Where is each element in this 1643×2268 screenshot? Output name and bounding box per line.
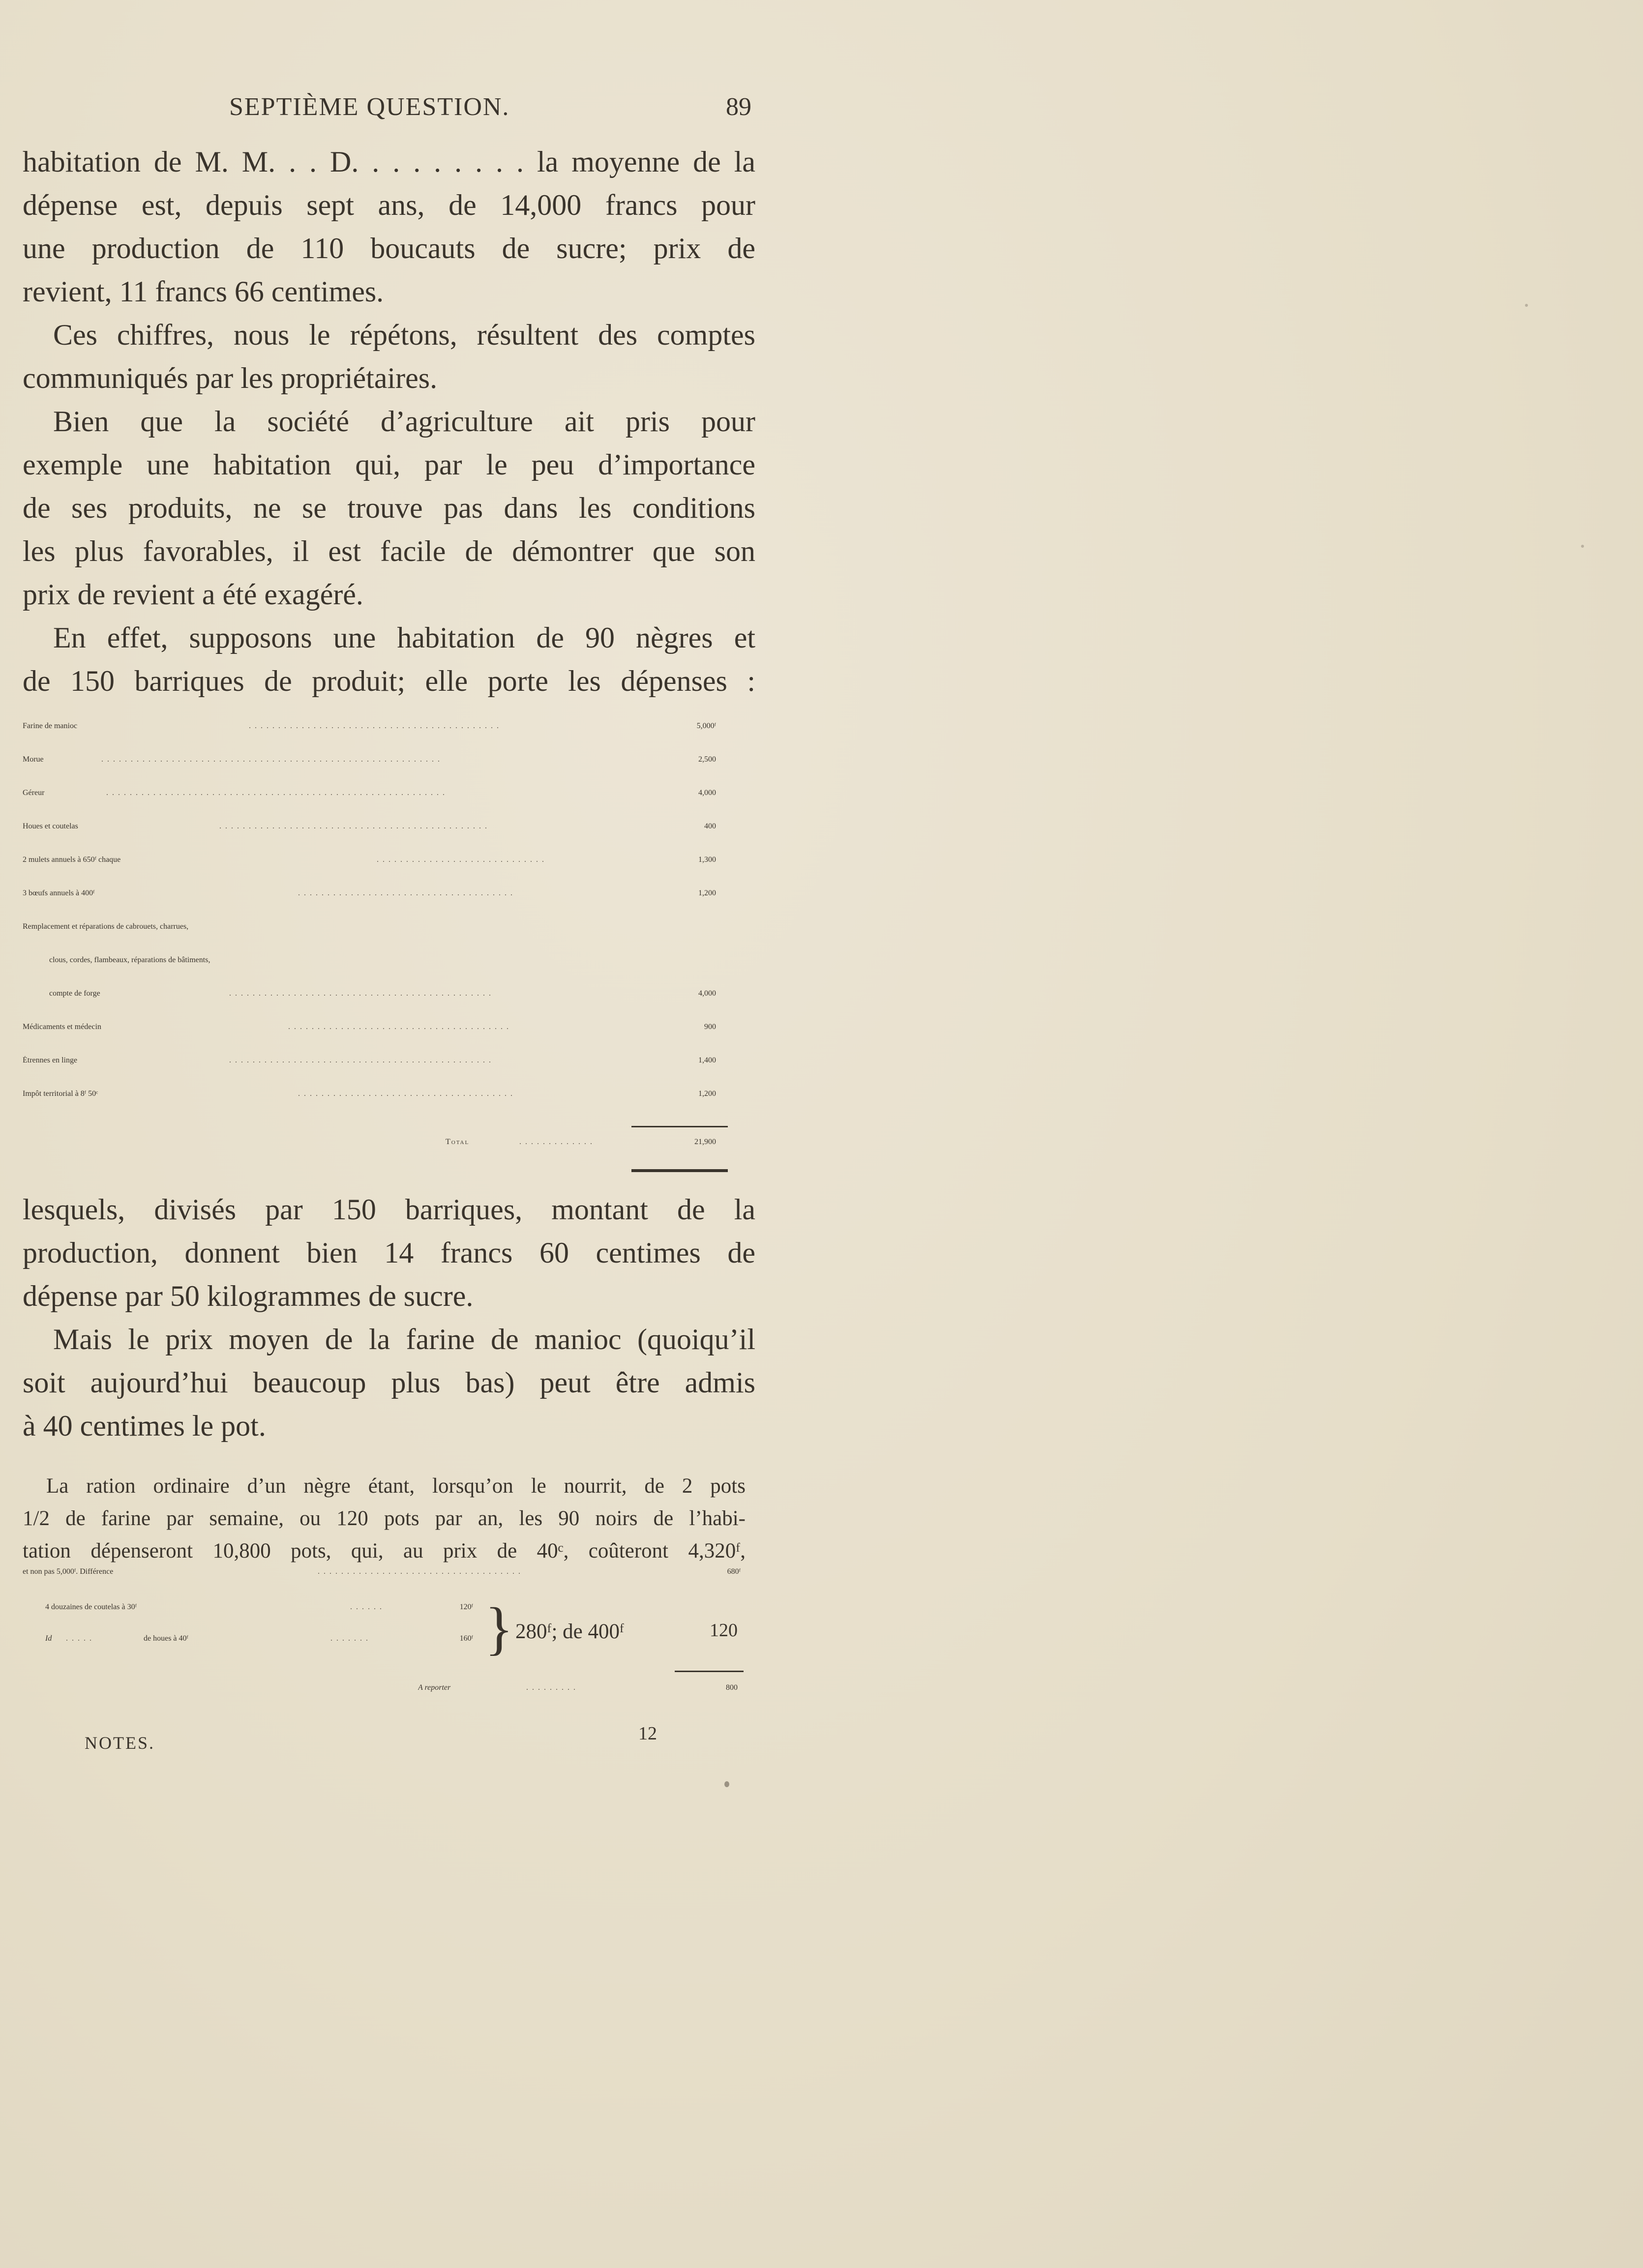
ledger-label: 2 mulets annuels à 650ᶠ chaque xyxy=(23,855,121,864)
paragraph xyxy=(23,1188,755,1318)
ledger-row xyxy=(23,789,721,821)
leader-dots: ..................................... xyxy=(298,889,516,897)
ledger-row xyxy=(23,1090,721,1122)
ledger-label: Géreur xyxy=(23,789,45,797)
carry-label: A reporter xyxy=(418,1683,451,1692)
brace-value-wrap xyxy=(684,1620,738,1652)
paper-speck xyxy=(1581,545,1584,548)
leader-dots: ............................................. xyxy=(229,989,495,998)
leader-dots: ...................................... xyxy=(288,1023,512,1031)
text-line: habitation de M. M. . . D. . . . . . . . . la moyenne de la xyxy=(23,146,755,178)
grouping-brace: } xyxy=(485,1595,513,1661)
ledger-row xyxy=(23,1023,721,1055)
leader-dots: ...... xyxy=(350,1603,386,1611)
leader-dots: .............................................. xyxy=(219,822,491,830)
carry-value: 800 xyxy=(726,1683,738,1692)
sum-rule xyxy=(631,1126,728,1127)
ledger-amount: 1,200 xyxy=(698,889,716,897)
leader-dots: ..................................... xyxy=(298,1090,516,1098)
ledger-label: compte de forge xyxy=(49,989,100,998)
ledger-amount: 1,400 xyxy=(698,1056,716,1064)
ledger-label: Morue xyxy=(23,755,44,764)
houes-label: de houes à 40ᶠ xyxy=(144,1634,188,1643)
difference-row xyxy=(23,1567,746,1600)
text-line: de 150 barriques de produit; elle porte les dépenses : xyxy=(23,665,755,697)
ledger-amount: 400 xyxy=(704,822,716,830)
leader-dots: ..... xyxy=(66,1634,95,1643)
ledger-row xyxy=(23,855,721,888)
difference-value: 680ᶠ xyxy=(727,1567,741,1576)
text-line: les plus favorables, il est facile de démontrer que son xyxy=(23,535,755,567)
ledger-label: Farine de manioc xyxy=(23,722,78,730)
ledger-amount: 900 xyxy=(704,1023,716,1031)
text-line: communiqués par les propriétaires. xyxy=(23,362,438,394)
idem-label: Id xyxy=(45,1634,52,1643)
note-line: tation dépenseront 10,800 pots, qui, au prix de 40ᶜ, coûteront 4,320ᶠ, xyxy=(23,1539,746,1562)
paragraph xyxy=(23,400,755,616)
brace-text-wrap xyxy=(515,1620,663,1652)
leader-dots: ............. xyxy=(519,1138,596,1146)
ledger-amount: 2,500 xyxy=(698,755,716,764)
ledger-row xyxy=(49,956,747,988)
text-line: de ses produits, ne se trouve pas dans les conditions xyxy=(23,492,755,524)
total-double-rule xyxy=(631,1169,728,1172)
coutelas-label: 4 douzaines de coutelas à 30ᶠ xyxy=(45,1603,137,1611)
total-label: Total xyxy=(446,1138,470,1146)
ledger-label: Médicaments et médecin xyxy=(23,1023,101,1031)
ledger-row xyxy=(23,822,721,854)
running-title: SEPTIÈME QUESTION. xyxy=(229,93,510,121)
ledger-amount: 1,200 xyxy=(698,1090,716,1098)
text-line: soit aujourd’hui beaucoup plus bas) peut être admis xyxy=(23,1366,755,1399)
ledger-label: 3 bœufs annuels à 400ᶠ xyxy=(23,889,95,897)
paragraph xyxy=(23,616,755,703)
ledger-row xyxy=(23,889,721,921)
total-value: 21,900 xyxy=(694,1138,716,1146)
leader-dots: ........................................... xyxy=(249,722,503,730)
text-line: dépense est, depuis sept ans, de 14,000 francs pour xyxy=(23,189,755,221)
ledger-row xyxy=(23,755,721,788)
ledger-label: Impôt territorial à 8ᶠ 50ᶜ xyxy=(23,1090,98,1098)
text-line: à 40 centimes le pot. xyxy=(23,1410,266,1442)
text-line: une production de 110 boucauts de sucre; prix de xyxy=(23,232,755,265)
ledger-amount: 4,000 xyxy=(698,989,716,998)
leader-dots: ............................................. xyxy=(229,1056,495,1064)
paragraph xyxy=(23,140,755,313)
brace-value: 120 xyxy=(710,1620,738,1641)
ledger-amount: 1,300 xyxy=(698,855,716,864)
leader-dots: ......... xyxy=(526,1683,579,1692)
text-line: dépense par 50 kilogrammes de sucre. xyxy=(23,1280,474,1312)
paper-speck xyxy=(724,1781,729,1787)
text-line: Mais le prix moyen de la farine de manioc (quoiqu’il xyxy=(53,1323,755,1355)
leader-dots: .......................................................... xyxy=(106,789,448,797)
text-line: lesquels, divisés par 150 barriques, montant de la xyxy=(23,1193,755,1226)
note-line: et non pas 5,000ᶠ. Différence xyxy=(23,1567,114,1576)
text-line: revient, 11 francs 66 centimes. xyxy=(23,275,384,308)
page-header xyxy=(23,92,755,127)
signature-mark: NOTES. xyxy=(85,1733,155,1753)
text-line: Bien que la société d’agriculture ait pris pour xyxy=(53,405,755,438)
ledger-row xyxy=(23,922,721,955)
page-number: 89 xyxy=(726,93,751,121)
ledger-row xyxy=(23,1056,721,1089)
ledger-label: Remplacement et réparations de cabrouets, charrues, xyxy=(23,922,189,931)
sheet-number: 12 xyxy=(638,1723,657,1744)
note-line: La ration ordinaire d’un nègre étant, lorsqu’on le nourrit, de 2 pots xyxy=(46,1474,746,1498)
ledger-label: Houes et coutelas xyxy=(23,822,78,830)
coutelas-value: 120ᶠ xyxy=(459,1603,473,1611)
ledger-label: Étrennes en linge xyxy=(23,1056,78,1064)
text-line: En effet, supposons une habitation de 90 nègres et xyxy=(53,621,755,654)
text-line: Ces chiffres, nous le répétons, résultent des comptes xyxy=(53,319,755,351)
brace-text: 280ᶠ; de 400ᶠ xyxy=(515,1620,624,1643)
paragraph xyxy=(23,313,755,400)
ledger-row xyxy=(23,989,721,1022)
ledger-amount: 5,000ᶠ xyxy=(696,722,716,730)
text-line: production, donnent bien 14 francs 60 centimes de xyxy=(23,1237,755,1269)
carry-rule xyxy=(675,1671,744,1672)
calculation-note xyxy=(23,1470,746,1567)
note-line: 1/2 de farine par semaine, ou 120 pots par an, les 90 noirs de l’habi- xyxy=(23,1507,746,1530)
leader-dots: ................................... xyxy=(318,1567,524,1576)
carry-row xyxy=(418,1683,738,1716)
ledger-label: clous, cordes, flambeaux, réparations de bâtiments, xyxy=(49,956,210,964)
text-line: exemple une habitation qui, par le peu d’importance xyxy=(23,448,755,481)
leader-dots: ............................. xyxy=(377,855,548,864)
paper-speck xyxy=(1525,304,1528,307)
leader-dots: .......................................................... xyxy=(101,755,444,764)
houes-value: 160ᶠ xyxy=(459,1634,473,1643)
ledger-total-row xyxy=(23,1138,721,1170)
paragraph xyxy=(23,1318,755,1447)
ledger-row xyxy=(23,722,721,754)
leader-dots: ....... xyxy=(330,1634,372,1643)
text-line: prix de revient a été exagéré. xyxy=(23,578,363,611)
ledger-amount: 4,000 xyxy=(698,789,716,797)
